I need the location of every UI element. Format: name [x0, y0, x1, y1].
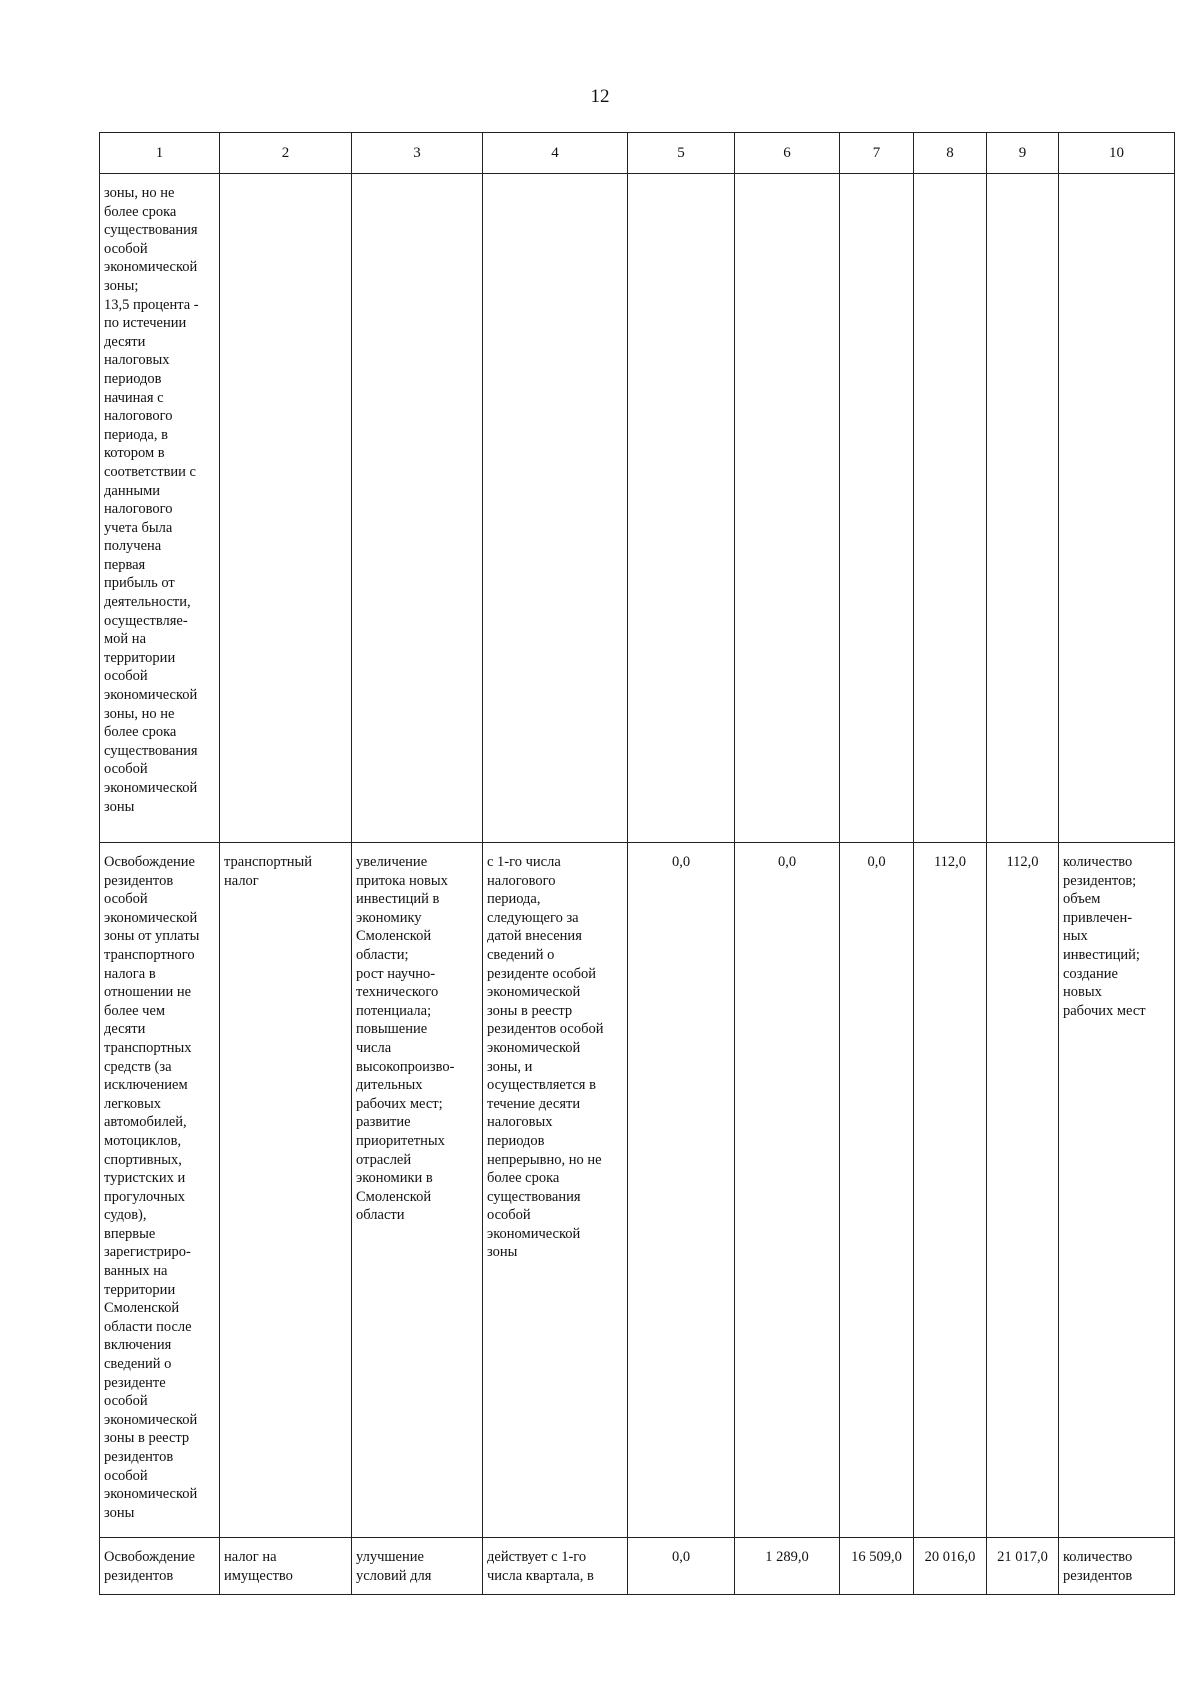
cell-line: резиденте особой [487, 965, 597, 982]
cell-line: количество [1063, 1549, 1133, 1565]
cell-line: инвестиций; [1063, 946, 1140, 963]
cell-line: мой на [104, 631, 147, 648]
cell-line: периодов [104, 370, 162, 387]
column-header: 2 [220, 133, 352, 174]
cell-line: территории [104, 649, 176, 666]
tax-cell [220, 174, 352, 843]
cell-line: существования [104, 222, 198, 239]
cell-line: Смоленской [356, 1188, 432, 1205]
cell-line: притока новых [356, 872, 448, 889]
cell-line: особой [104, 1467, 148, 1484]
cell-line: развитие [356, 1114, 411, 1131]
cell-line: деятельности, [104, 594, 191, 611]
validity-cell [483, 843, 628, 1538]
cell-line: туристских и [104, 1170, 186, 1187]
value-cell: 21 017,0 [987, 1538, 1059, 1595]
cell-line: налогового [104, 501, 173, 518]
cell-line: экономической [104, 687, 198, 704]
cell-line: осуществляется в [487, 1077, 596, 1094]
cell-line: зоны, но не [104, 185, 175, 201]
cell-line: существования [104, 742, 198, 759]
cell-line: особой [104, 1393, 148, 1410]
cell-line: дительных [356, 1077, 423, 1094]
validity-cell [483, 1538, 628, 1595]
cell-line: сведений о [104, 1356, 172, 1373]
goals-cell [352, 1538, 483, 1595]
cell-line: увеличение [356, 854, 428, 870]
cell-line: новых [1063, 984, 1102, 1001]
cell-line: налогового [104, 408, 173, 425]
cell-line: учета была [104, 519, 173, 536]
cell-line: числа [356, 1039, 392, 1056]
column-header: 5 [628, 133, 735, 174]
tax-relief-table [99, 132, 1175, 1595]
cell-line: налоговых [487, 1114, 553, 1131]
cell-line: зарегистриро- [104, 1244, 191, 1261]
cell-line: исключением [104, 1077, 188, 1094]
cell-line: данными [104, 482, 161, 499]
cell-line: зоны [104, 1504, 135, 1521]
cell-line: периодов [487, 1132, 545, 1149]
cell-line: условий для [356, 1567, 432, 1584]
cell-line: экономической [487, 984, 581, 1001]
cell-line: Смоленской [356, 928, 432, 945]
column-header: 10 [1059, 133, 1175, 174]
value-cell: 112,0 [987, 843, 1059, 1538]
cell-line: экономической [104, 1486, 198, 1503]
table-header-row [100, 133, 1175, 174]
cell-line: зоны; [104, 277, 139, 294]
value-cell [987, 174, 1059, 843]
cell-line: более срока [104, 203, 177, 220]
cell-line: экономики в [356, 1170, 433, 1187]
cell-line: имущество [224, 1567, 293, 1584]
cell-line: налогового [487, 872, 556, 889]
indicators-cell [1059, 174, 1175, 843]
cell-line: особой [104, 668, 148, 685]
cell-line: зоны от уплаты [104, 928, 200, 945]
cell-line: рабочих мест; [356, 1095, 443, 1112]
value-cell: 0,0 [735, 843, 840, 1538]
cell-line: спортивных, [104, 1151, 182, 1168]
indicators-cell [1059, 843, 1175, 1538]
cell-line: особой [104, 240, 148, 257]
cell-line: транспортный [224, 854, 313, 870]
cell-line: улучшение [356, 1549, 424, 1565]
table-row [100, 843, 1175, 1538]
cell-line: технического [356, 984, 439, 1001]
cell-line: периода, в [104, 426, 168, 443]
cell-line: территории [104, 1281, 176, 1298]
value-cell [735, 174, 840, 843]
cell-line: экономической [104, 1411, 198, 1428]
cell-line: рост научно- [356, 965, 436, 982]
cell-line: налог [224, 872, 259, 889]
cell-line: следующего за [487, 909, 579, 926]
value-cell [840, 174, 914, 843]
column-header: 9 [987, 133, 1059, 174]
value-cell: 0,0 [840, 843, 914, 1538]
cell-line: действует с 1-го [487, 1549, 587, 1565]
tax-cell [220, 1538, 352, 1595]
cell-line: с 1-го числа [487, 854, 561, 870]
cell-line: зоны, и [487, 1058, 533, 1075]
cell-line: резидентов [104, 1449, 174, 1465]
cell-line: особой [104, 891, 148, 908]
cell-line: более чем [104, 1002, 166, 1019]
cell-line: экономической [487, 1039, 581, 1056]
cell-line: привлечен- [1063, 909, 1133, 926]
cell-line: особой [487, 1207, 531, 1224]
cell-line: легковых [104, 1095, 162, 1112]
cell-line: зоны в реестр [487, 1002, 573, 1019]
cell-line: экономической [104, 909, 198, 926]
column-header: 6 [735, 133, 840, 174]
value-cell: 0,0 [628, 1538, 735, 1595]
cell-line: объем [1063, 891, 1101, 908]
measure-cell [100, 1538, 220, 1595]
value-cell: 16 509,0 [840, 1538, 914, 1595]
cell-line: резиденте [104, 1374, 166, 1391]
cell-line: экономической [487, 1225, 581, 1242]
value-cell [628, 174, 735, 843]
cell-line: ных [1063, 928, 1088, 945]
cell-line: области после [104, 1318, 192, 1335]
cell-line: резидентов; [1063, 872, 1137, 889]
validity-cell [483, 174, 628, 843]
cell-line: датой внесения [487, 928, 582, 945]
cell-line: резидентов [104, 1567, 174, 1584]
cell-line: экономику [356, 909, 422, 926]
table-row [100, 174, 1175, 843]
cell-line: получена [104, 538, 162, 555]
cell-line: рабочих мест [1063, 1002, 1146, 1019]
cell-line: десяти [104, 333, 146, 350]
cell-line: судов), [104, 1207, 147, 1224]
cell-line: количество [1063, 854, 1133, 870]
cell-line: автомобилей, [104, 1114, 187, 1131]
indicators-cell [1059, 1538, 1175, 1595]
measure-cell [100, 174, 220, 843]
measure-cell [100, 843, 220, 1538]
cell-line: отношении не [104, 984, 192, 1001]
column-header: 1 [100, 133, 220, 174]
value-cell: 1 289,0 [735, 1538, 840, 1595]
cell-line: налог на [224, 1549, 277, 1565]
cell-line: резидентов особой [487, 1021, 604, 1038]
cell-line: особой [104, 761, 148, 778]
cell-line: более срока [104, 724, 177, 741]
cell-line: существования [487, 1188, 581, 1205]
cell-line: непрерывно, но не [487, 1151, 602, 1168]
cell-line: первая [104, 556, 146, 573]
column-header: 8 [914, 133, 987, 174]
cell-line: сведений о [487, 946, 555, 963]
cell-line: зоны [487, 1244, 518, 1261]
cell-line: течение десяти [487, 1095, 581, 1112]
cell-line: числа квартала, в [487, 1567, 594, 1584]
tax-cell [220, 843, 352, 1538]
cell-line: экономической [104, 259, 198, 276]
cell-line: Освобождение [104, 854, 195, 870]
cell-line: впервые [104, 1225, 156, 1242]
goals-cell [352, 843, 483, 1538]
cell-line: осуществляе- [104, 612, 188, 629]
cell-line: зоны [104, 798, 135, 815]
cell-line: включения [104, 1337, 172, 1354]
cell-line: прибыль от [104, 575, 175, 592]
cell-line: области; [356, 946, 409, 963]
cell-line: более срока [487, 1170, 560, 1187]
cell-line: котором в [104, 445, 165, 462]
cell-line: ванных на [104, 1263, 168, 1280]
cell-line: зоны в реестр [104, 1430, 190, 1447]
cell-line: области [356, 1207, 405, 1224]
cell-line: транспортного [104, 946, 195, 963]
cell-line: транспортных [104, 1039, 192, 1056]
cell-line: зоны, но не [104, 705, 175, 722]
cell-line: Освобождение [104, 1549, 195, 1565]
cell-line: налоговых [104, 352, 170, 369]
column-header: 3 [352, 133, 483, 174]
cell-line: инвестиций в [356, 891, 440, 908]
value-cell [914, 174, 987, 843]
cell-line: повышение [356, 1021, 428, 1038]
column-header: 7 [840, 133, 914, 174]
cell-line: прогулочных [104, 1188, 185, 1205]
cell-line: 13,5 процента - [104, 296, 199, 313]
cell-line: десяти [104, 1021, 146, 1038]
cell-line: резидентов [1063, 1567, 1133, 1584]
cell-line: резидентов [104, 872, 174, 889]
cell-line: периода, [487, 891, 541, 908]
cell-line: экономической [104, 780, 198, 796]
cell-line: Смоленской [104, 1300, 180, 1317]
cell-line: приоритетных [356, 1132, 445, 1149]
column-header: 4 [483, 133, 628, 174]
table-row [100, 1538, 1175, 1595]
cell-line: по истечении [104, 315, 187, 332]
goals-cell [352, 174, 483, 843]
cell-line: начиная с [104, 389, 164, 406]
value-cell: 112,0 [914, 843, 987, 1538]
cell-line: потенциала; [356, 1002, 432, 1019]
page-number: 12 [590, 86, 610, 107]
cell-line: создание [1063, 965, 1118, 982]
cell-line: высокопроизво- [356, 1058, 455, 1075]
cell-line: средств (за [104, 1058, 172, 1075]
cell-line: мотоциклов, [104, 1132, 182, 1149]
cell-line: налога в [104, 965, 156, 982]
cell-line: соответствии с [104, 463, 196, 480]
value-cell: 20 016,0 [914, 1538, 987, 1595]
cell-line: отраслей [356, 1151, 412, 1168]
value-cell: 0,0 [628, 843, 735, 1538]
